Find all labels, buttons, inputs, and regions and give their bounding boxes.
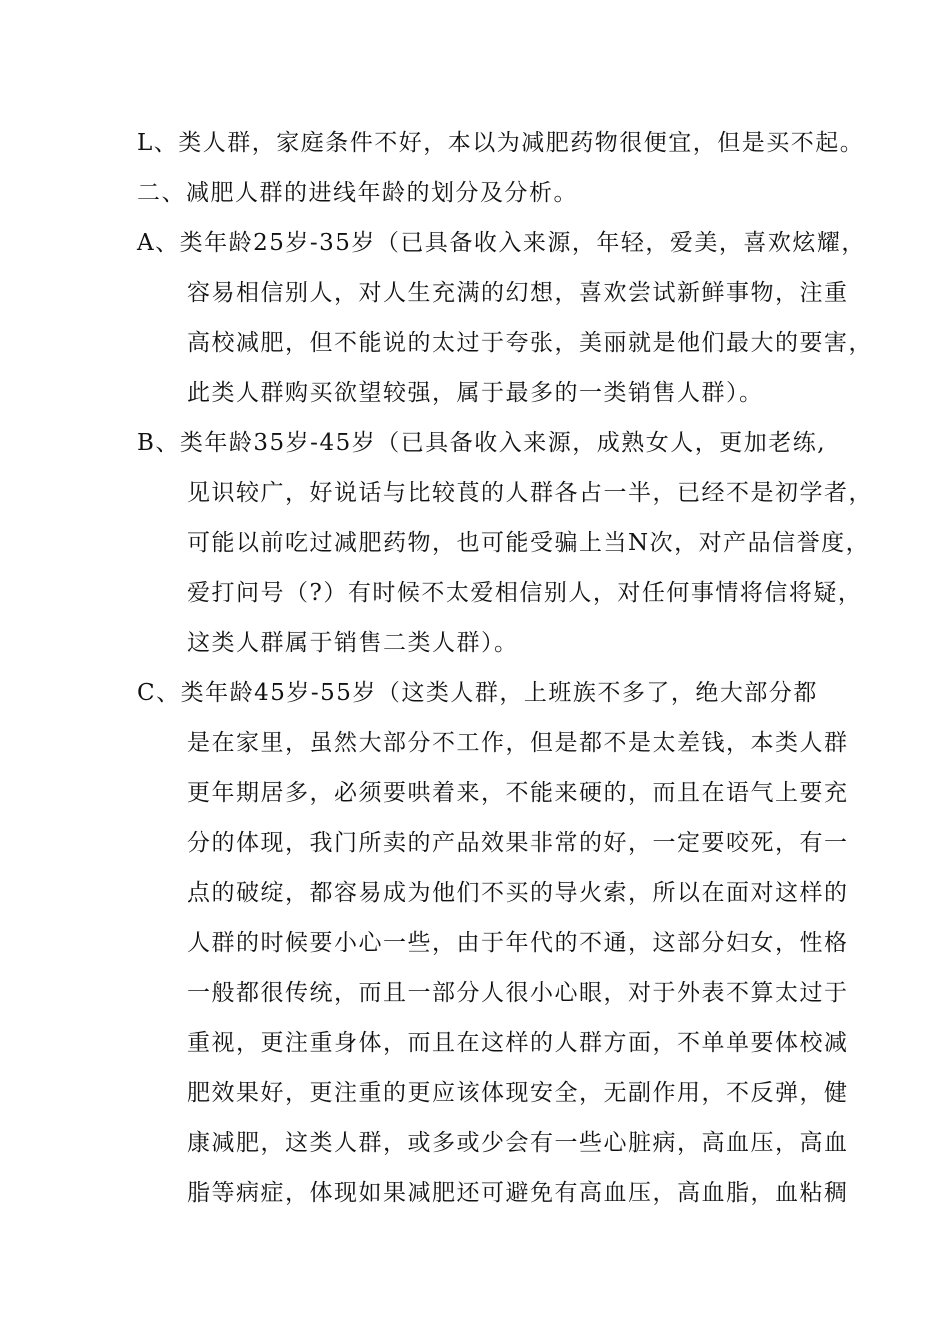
paragraph-line: 这类人群属于销售二类人群）。 [187, 630, 519, 656]
paragraph-line: 可能以前吃过减肥药物，也可能受骗上当N次，对产品信誉度， [187, 530, 871, 556]
paragraph-line: 一般都很传统，而且一部分人很小心眼，对于外表不算太过于 [187, 980, 849, 1006]
paragraph-line-b-group: B、类年龄35岁-45岁（已具备收入来源，成熟女人，更加老练, [137, 430, 827, 456]
paragraph-line-c-group: C、类年龄45岁-55岁（这类人群，上班族不多了，绝大部分都 [137, 680, 818, 706]
paragraph-line: 是在家里，虽然大部分不工作，但是都不是太差钱，本类人群 [187, 730, 849, 756]
paragraph-line: 容易相信别人，对人生充满的幻想，喜欢尝试新鲜事物，注重 [187, 280, 849, 306]
paragraph-line: 见识较广，好说话与比较莨的人群各占一半，已经不是初学者， [187, 480, 873, 506]
section-heading-age-groups: 二、减肥人群的进线年龄的划分及分析。 [137, 180, 578, 206]
paragraph-line: 脂等病症，体现如果减肥还可避免有高血压，高血脂，血粘稠 [187, 1180, 849, 1206]
paragraph-line: 人群的时候要小心一些，由于年代的不通，这部分妇女，性格 [187, 930, 849, 956]
paragraph-line: 更年期居多，必须要哄着来，不能来硬的，而且在语气上要充 [187, 780, 849, 806]
paragraph-line-l-group: L、类人群，家庭条件不好，本以为减肥药物很便宜，但是买不起。 [137, 130, 865, 156]
paragraph-line: 此类人群购买欲望较强，属于最多的一类销售人群）。 [187, 380, 764, 406]
paragraph-line: 肥效果好，更注重的更应该体现安全，无副作用，不反弹，健 [187, 1080, 849, 1106]
paragraph-line: 爱打问号（?）有时候不太爱相信别人，对任何事情将信将疑， [187, 580, 863, 606]
paragraph-line: 分的体现，我门所卖的产品效果非常的好，一定要咬死，有一 [187, 830, 849, 856]
paragraph-line: 重视，更注重身体，而且在这样的人群方面，不单单要体校减 [187, 1030, 849, 1056]
paragraph-line: 高校减肥，但不能说的太过于夸张，美丽就是他们最大的要害， [187, 330, 873, 356]
paragraph-line-a-group: A、类年龄25岁-35岁（已具备收入来源，年轻，爱美，喜欢炫耀， [137, 230, 866, 256]
paragraph-line: 康减肥，这类人群，或多或少会有一些心脏病，高血压，高血 [187, 1130, 849, 1156]
paragraph-line: 点的破绽，都容易成为他们不买的导火索，所以在面对这样的 [187, 880, 849, 906]
